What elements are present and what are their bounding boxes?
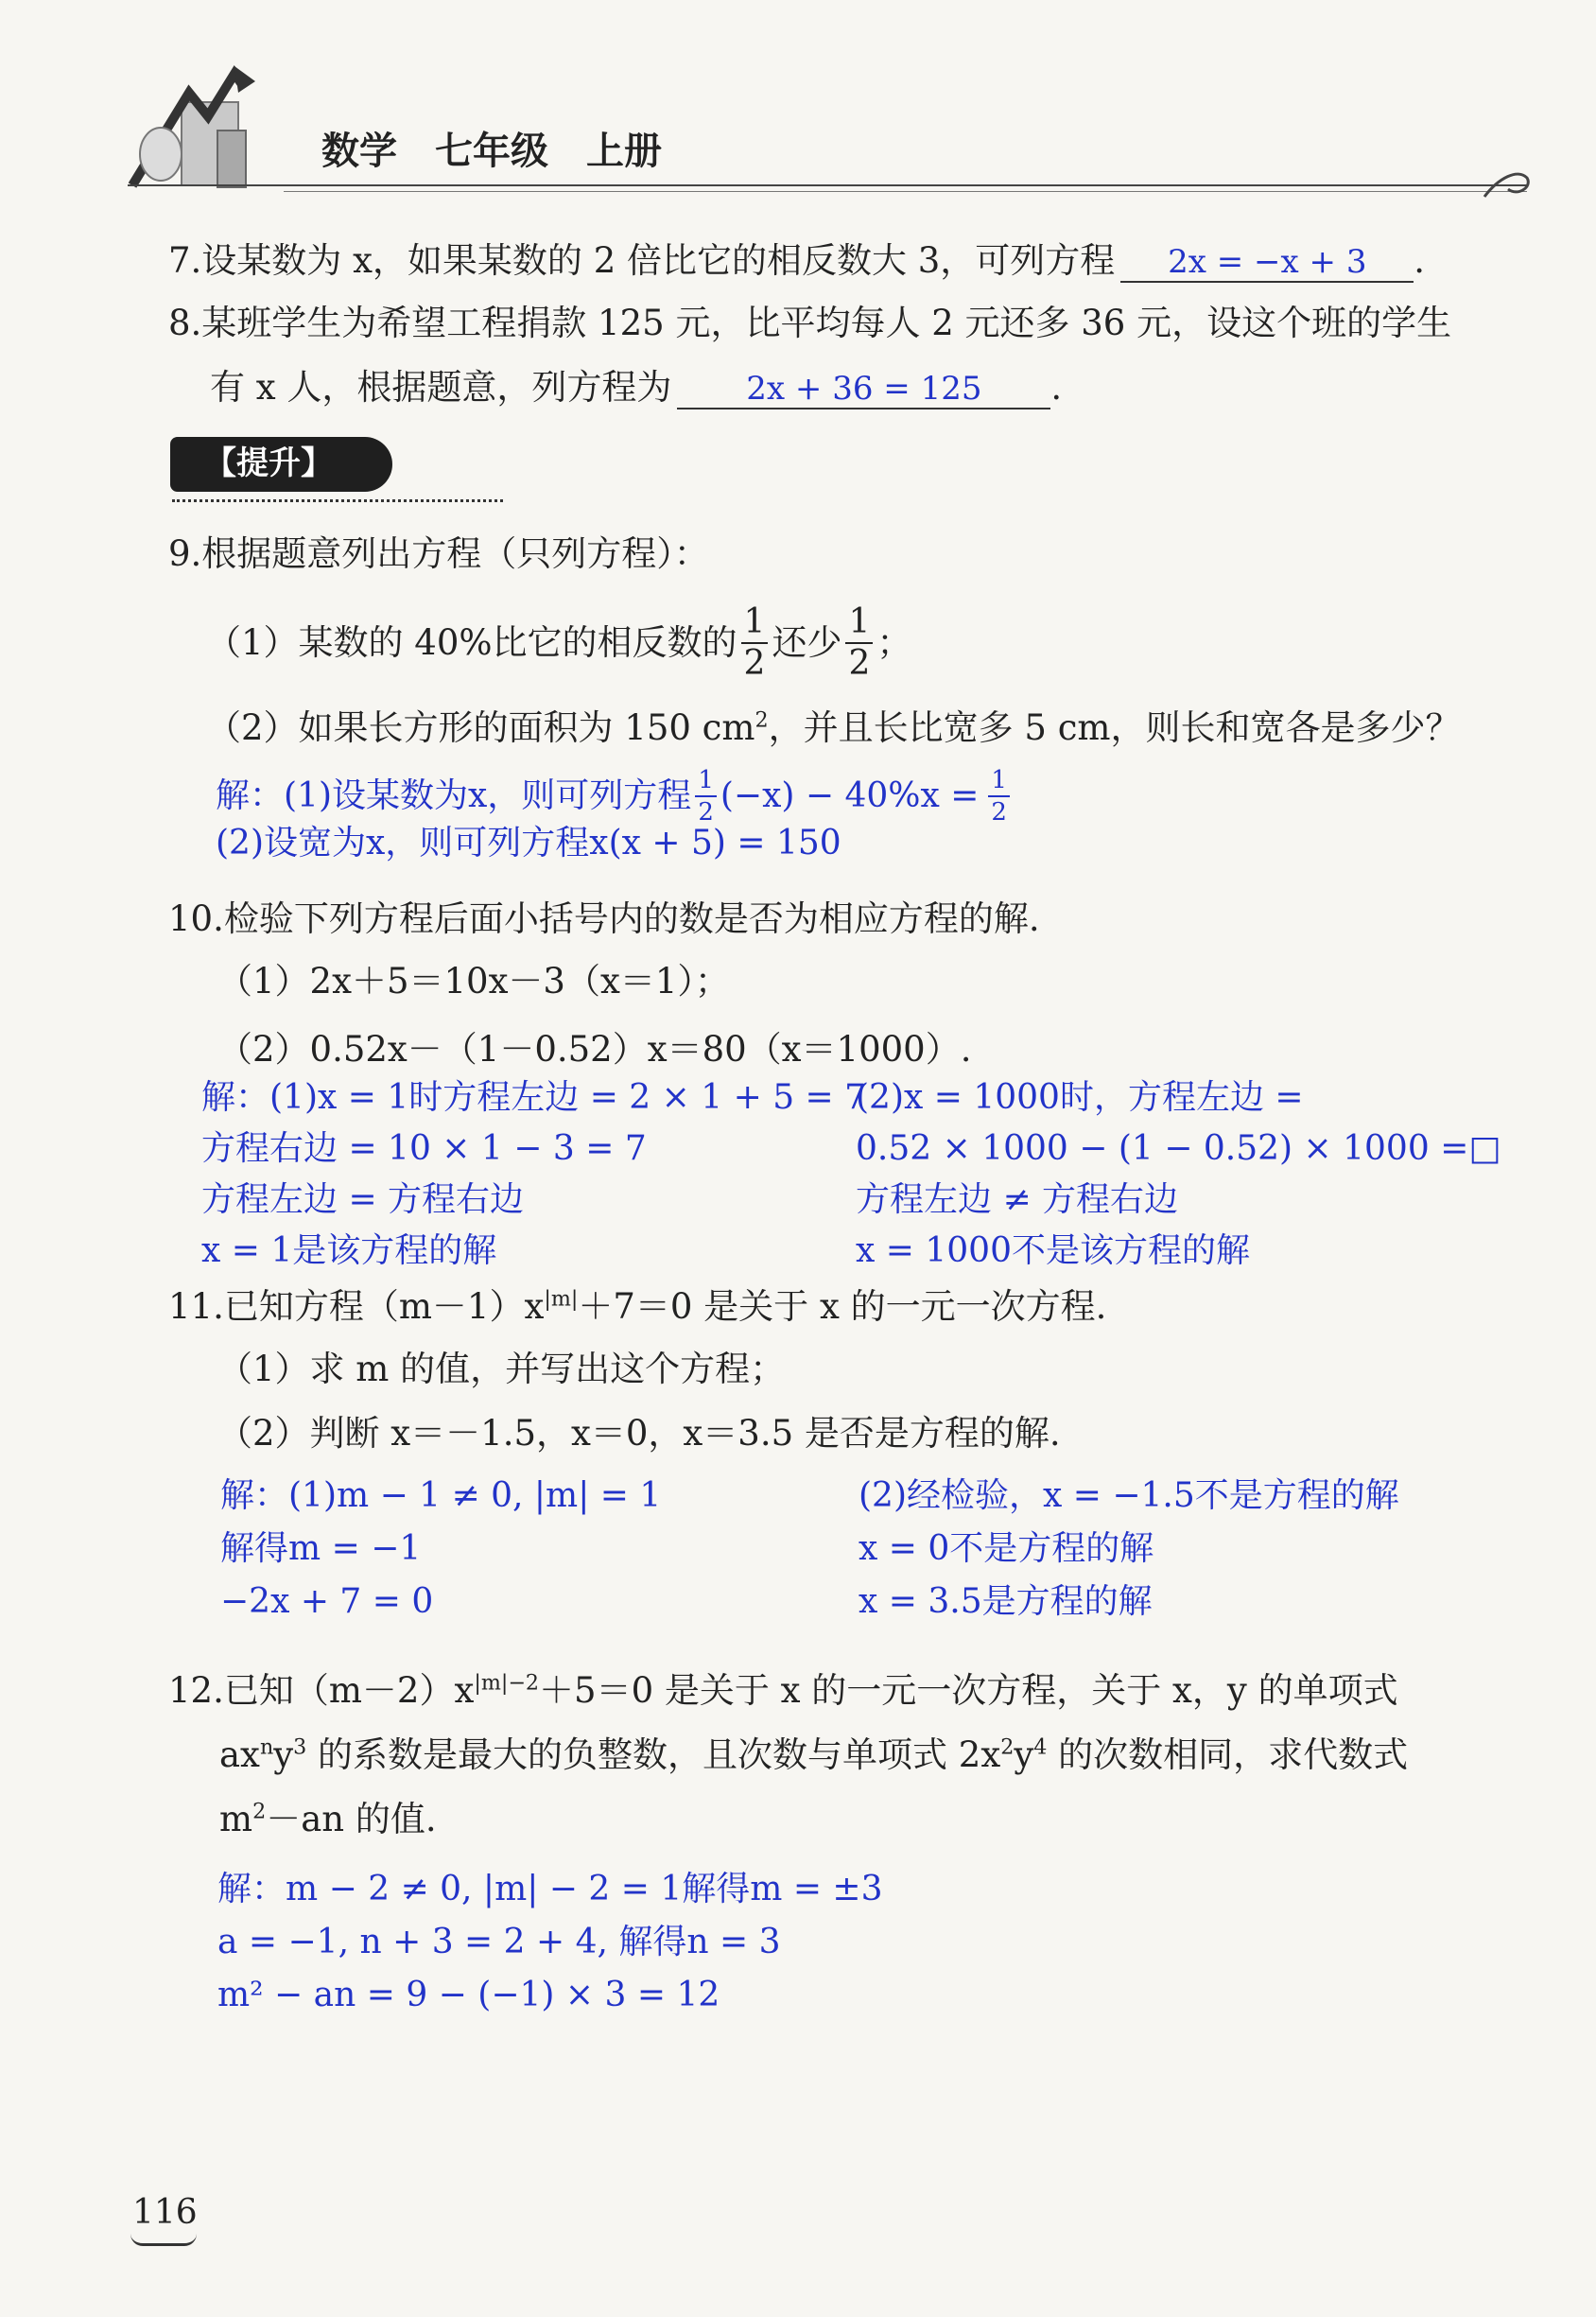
q8-end: . [1050, 367, 1063, 408]
q9-p1-pre: （1）某数的 40%比它的相反数的 [206, 622, 737, 663]
q9-p1-mid: 还少 [772, 622, 842, 663]
question-8-line2 [210, 365, 1062, 410]
q10-left-line: x = 1是该方程的解 [201, 1231, 497, 1270]
header-logo [123, 64, 312, 197]
q12-l2-sup4: 4 [1033, 1734, 1048, 1760]
question-12-line1 [168, 1668, 1398, 1714]
q7-end: . [1414, 240, 1426, 281]
page-number: 116 [132, 2193, 198, 2232]
fraction-denominator: 2 [743, 644, 766, 683]
q9-p1-end: ； [876, 622, 912, 663]
q12-l2-c: 的系数是最大的负整数，且次数与单项式 2x [306, 1734, 1001, 1775]
q12-l2-sup2: 3 [293, 1734, 307, 1760]
q9-ans1-post: (−x) − 40%x = [720, 776, 980, 815]
q10-answer-right [856, 1072, 1501, 1277]
q12-l2-sup3: 2 [1000, 1734, 1015, 1760]
fraction-numerator: 1 [845, 605, 873, 644]
section-dotted-rule [172, 499, 503, 502]
q12-l1-pre: 12.已知（m－2）x [168, 1670, 475, 1711]
question-7 [168, 238, 1425, 284]
q11-stem-post: ＋7＝0 是关于 x 的一元一次方程. [578, 1286, 1107, 1327]
header-title: 数学 七年级 上册 [321, 129, 662, 173]
q11-left-line: 解：(1)m − 1 ≠ 0, |m| = 1 [220, 1476, 662, 1515]
q9-answer-1 [216, 768, 1014, 825]
section-label: 【提升】 [204, 444, 333, 482]
q12-l2-e: 的次数相同，求代数式 [1047, 1734, 1409, 1775]
question-11-part1: （1）求 m 的值，并写出这个方程； [217, 1349, 786, 1389]
q10-left-line: 方程左边 = 方程右边 [201, 1180, 525, 1219]
q12-l1-sup: |m|−2 [474, 1670, 540, 1696]
question-8-line1: 8.某班学生为希望工程捐款 125 元，比平均每人 2 元还多 36 元，设这个班的学生 [168, 303, 1452, 343]
fraction-half-3 [695, 768, 717, 825]
q10-right-line: (2)x = 1000时，方程左边 = [856, 1078, 1304, 1117]
q12-answer-line: m² − an = 9 − (−1) × 3 = 12 [217, 1976, 720, 2014]
header-curl-ornament [1480, 159, 1536, 216]
q9-p2-sup: 2 [755, 707, 769, 733]
fraction-denominator: 2 [848, 644, 871, 683]
q7-text: 7.设某数为 x，如果某数的 2 倍比它的相反数大 3，可列方程 [168, 240, 1116, 281]
page-number-underline [130, 2234, 197, 2246]
question-10-stem: 10.检验下列方程后面小括号内的数是否为相应方程的解. [168, 898, 1040, 939]
fraction-half-4 [988, 768, 1010, 825]
q12-l3-a: m [219, 1799, 253, 1839]
q12-l2-b: y [273, 1734, 294, 1775]
question-9-part1 [206, 602, 912, 683]
q12-answer-line: a = −1, n + 3 = 2 + 4, 解得n = 3 [217, 1923, 781, 1961]
question-9-part2 [206, 706, 1461, 751]
q10-left-line: 方程右边 = 10 × 1 − 3 = 7 [201, 1129, 647, 1168]
header-rule-thin [284, 191, 1527, 192]
q12-l3-sup: 2 [252, 1799, 267, 1824]
fraction-denominator: 2 [991, 798, 1007, 827]
q10-left-line: 解：(1)x = 1时方程左边 = 2 × 1 + 5 = 7 [201, 1078, 867, 1117]
q9-p2: （2）如果长方形的面积为 150 cm [206, 707, 755, 748]
q11-stem-pre: 11.已知方程（m－1）x [168, 1286, 545, 1327]
question-11-part2: （2）判断 x＝－1.5，x＝0，x＝3.5 是否是方程的解. [217, 1413, 1061, 1454]
question-10-part1: （1）2x＋5＝10x－3（x＝1）； [217, 961, 730, 1002]
q11-answer-right [859, 1470, 1399, 1629]
header-rule [128, 184, 1527, 186]
q8-answer-blank: 2x + 36 = 125 [677, 370, 1050, 409]
q11-right-line: (2)经检验，x = −1.5不是方程的解 [859, 1476, 1399, 1515]
q8-text: 有 x 人，根据题意，列方程为 [210, 367, 672, 408]
q12-l3-b: －an 的值. [266, 1799, 437, 1839]
fraction-denominator: 2 [698, 798, 714, 827]
q12-answer [217, 1863, 883, 2022]
question-10-part2: （2）0.52x－（1－0.52）x＝80（x＝1000）. [217, 1029, 972, 1070]
q12-answer-line: 解：m − 2 ≠ 0, |m| − 2 = 1解得m = ±3 [217, 1870, 883, 1908]
q10-right-line: x = 1000不是该方程的解 [856, 1231, 1250, 1270]
q9-p2-rest: ，并且长比宽多 5 cm，则长和宽各是多少？ [768, 707, 1461, 748]
section-banner [170, 437, 392, 492]
fraction-numerator: 1 [988, 768, 1010, 797]
q12-l1-post: ＋5＝0 是关于 x 的一元一次方程，关于 x，y 的单项式 [539, 1670, 1398, 1711]
q11-right-line: x = 3.5是方程的解 [859, 1582, 1153, 1621]
q11-left-line: 解得m = −1 [220, 1529, 422, 1568]
q12-l2-sup1: n [259, 1734, 274, 1760]
q7-answer-blank: 2x = −x + 3 [1120, 243, 1414, 283]
question-11-stem [168, 1284, 1106, 1330]
fraction-numerator: 1 [695, 768, 717, 797]
fraction-half-2 [845, 602, 873, 683]
question-9-stem: 9.根据题意列出方程（只列方程）： [168, 533, 709, 574]
q12-l2-d: y [1014, 1734, 1034, 1775]
q10-right-line: 方程左边 ≠ 方程右边 [856, 1180, 1179, 1219]
q10-right-line: 0.52 × 1000 − (1 − 0.52) × 1000 =□ [856, 1129, 1501, 1168]
q11-left-line: −2x + 7 = 0 [220, 1582, 434, 1621]
question-12-line2 [219, 1733, 1408, 1778]
q12-l2-a: ax [219, 1734, 260, 1775]
q10-answer-left [201, 1072, 866, 1277]
question-12-line3 [219, 1797, 437, 1842]
q9-answer-2: (2)设宽为x，则可列方程x(x + 5) = 150 [216, 824, 841, 862]
q11-answer-left [220, 1470, 661, 1629]
q11-stem-sup: |m| [544, 1286, 579, 1312]
fraction-half-1 [741, 602, 769, 683]
q9-ans1-pre: 解：(1)设某数为x，则可列方程 [216, 776, 692, 815]
fraction-numerator: 1 [741, 605, 769, 644]
q11-right-line: x = 0不是方程的解 [859, 1529, 1154, 1568]
